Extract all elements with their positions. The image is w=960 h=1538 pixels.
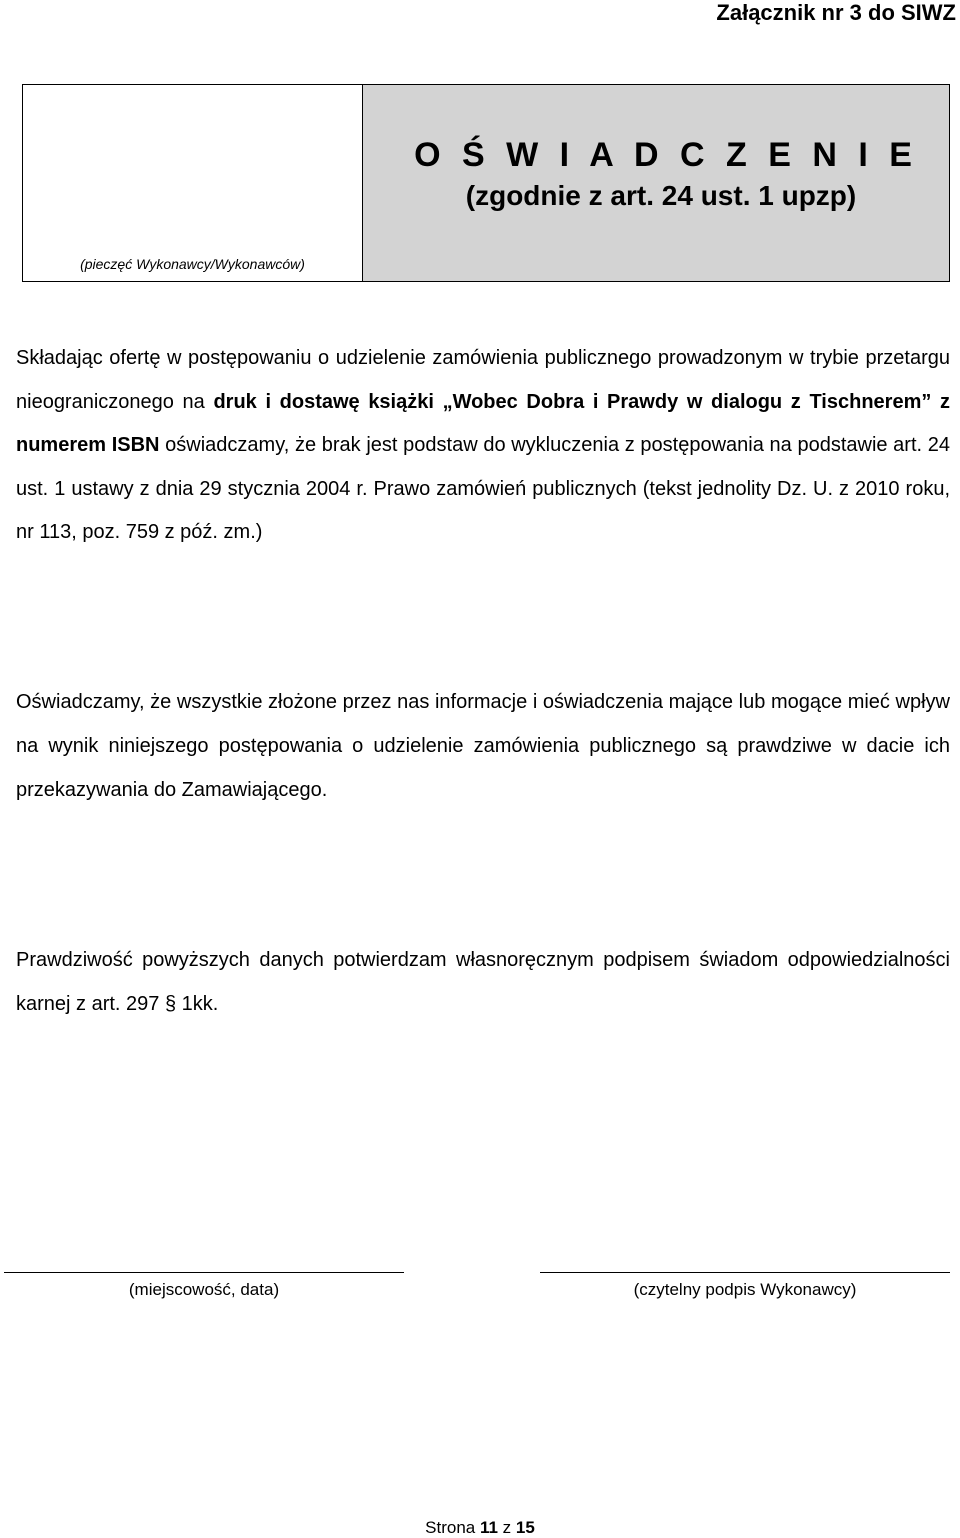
title-cell <box>363 85 949 281</box>
page-number <box>0 1518 960 1538</box>
current-page: 11 <box>479 1518 498 1537</box>
p1-text-end: oświadczamy, że brak jest podstaw do wykluczenia z postępowania na podstawie art. 24 ust. 1 ustawy z dnia 29 stycznia 2004 r. Prawo zamówień publicznych (tekst jednolity Dz. U. z 2010 roku, nr 113, poz. 759 z póź. zm.) <box>16 434 951 543</box>
attachment-label: Załącznik nr 3 do SIWZ <box>716 0 956 25</box>
page-separator: z <box>497 1518 516 1537</box>
place-date-line <box>4 1272 404 1273</box>
document-subtitle: (zgodnie z art. 24 ust. 1 upzp) <box>465 180 857 211</box>
stamp-label: (pieczęć Wykonawcy/Wykonawców) <box>80 256 305 272</box>
declaration-paragraph-2: Oświadczamy, że wszystkie złożone przez nas informacje i oświadczenia mające lub mogące mieć wpływ na wynik niniejszego postępowania o udzielenie zamówienia publicznego są prawdziwe w dacie ich przekazywania do Zamawiającego. <box>16 691 950 801</box>
p1-bold-subject: druk i dostawę książki „Wobec Dobra i Prawdy w dialogu z Tischnerem” z numerem ISBN <box>16 390 950 456</box>
declaration-paragraph-1 <box>16 337 950 555</box>
place-date-label: (miejscowość, data) <box>128 1280 280 1299</box>
declaration-paragraph-3: Prawdziwość powyższych danych potwierdzam własnoręcznym podpisem świadom odpowiedzialności karnej z art. 297 § 1kk. <box>16 949 950 1015</box>
signature-label: (czytelny podpis Wykonawcy) <box>633 1280 857 1299</box>
stamp-cell <box>23 85 363 281</box>
signature-line <box>540 1272 950 1273</box>
page-prefix: Strona <box>425 1518 480 1537</box>
header-table <box>22 84 950 282</box>
document-title: O Ś W I A D C Z E N I E <box>414 136 918 174</box>
p1-text-start: Składając ofertę w postępowaniu o udzielenie zamówienia publicznego prowadzonym w trybie przetargu nieograniczonego na <box>16 347 950 413</box>
total-pages: 15 <box>515 1518 535 1537</box>
